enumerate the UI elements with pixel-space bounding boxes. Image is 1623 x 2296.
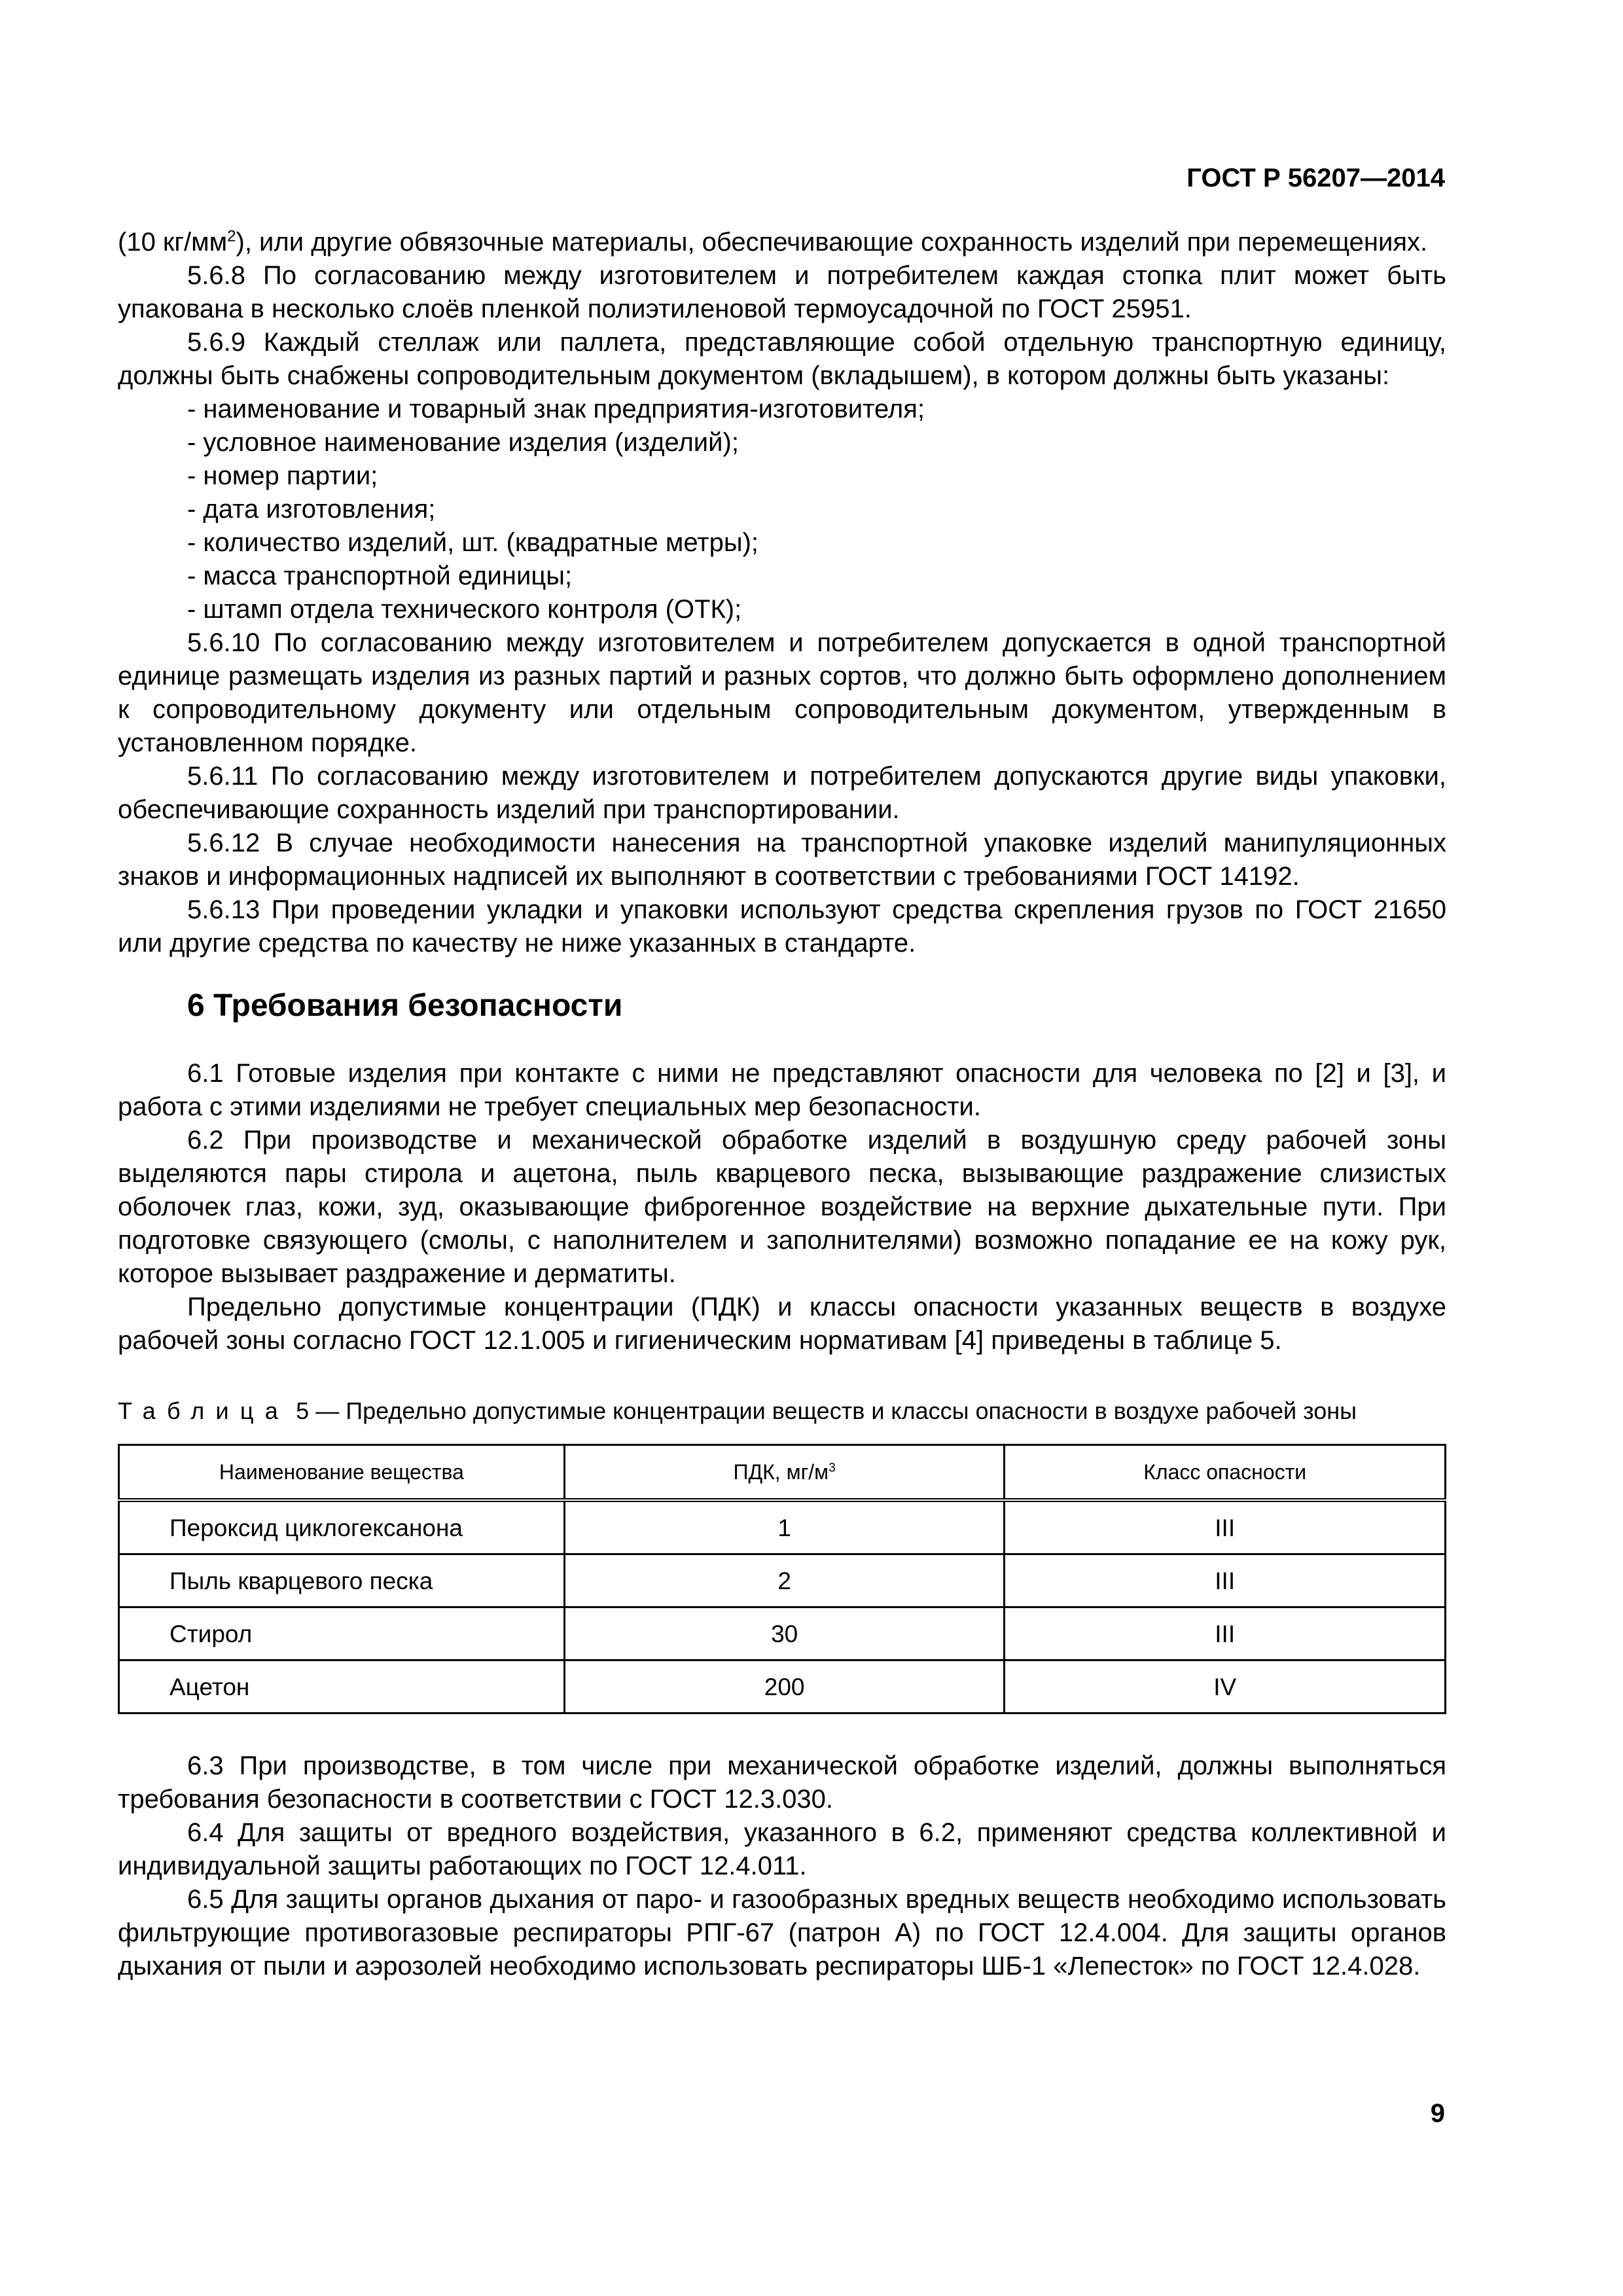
table-row [119, 1660, 1446, 1713]
paragraph-5-6-13: 5.6.13 При проведении укладки и упаковки используют средства скрепления грузов по ГОСТ 21650 или другие средства по качеству не ниже указанных в стандарте. [118, 895, 1446, 958]
list-item: - штамп отдела технического контроля (ОТК); [187, 595, 742, 624]
paragraph-6-1: 6.1 Готовые изделия при контакте с ними не представляют опасности для человека по [2] и [3], и работа с этими изделиями не требует специальных мер безопасности. [118, 1059, 1446, 1121]
table-caption [118, 1397, 1446, 1426]
cell-substance: Ацетон [119, 1660, 565, 1713]
list-item: - количество изделий, шт. (квадратные метры); [187, 528, 759, 557]
paragraph-5-6-8: 5.6.8 По согласованию между изготовителем и потребителем каждая стопка плит может быть упакована в несколько слоёв пленкой полиэтиленовой термоусадочной по ГОСТ 25951. [118, 261, 1446, 323]
table-row [119, 1500, 1446, 1554]
data-table [118, 1444, 1446, 1714]
list-item: - дата изготовления; [187, 495, 436, 524]
paragraph-6-3: 6.3 При производстве, в том числе при механической обработке изделий, должны выполняться требования безопасности в соответствии с ГОСТ 12.3.030. [118, 1751, 1446, 1814]
paragraph-5-6-10: 5.6.10 По согласованию между изготовителем и потребителем допускается в одной транспортной единице размещать изделия из разных партий и разных сортов, что должно быть оформлено дополнением к сопроводительному документу или отдельным сопроводительным документом, утвержденным в установленном порядке. [118, 628, 1446, 757]
list-item: - условное наименование изделия (изделий); [187, 428, 739, 457]
column-header-pdk [564, 1445, 1005, 1501]
paragraph-pdk: Предельно допустимые концентрации (ПДК) и классы опасности указанных веществ в воздухе рабочей зоны согласно ГОСТ 12.1.005 и гигиеническим нормативам [4] приведены в таблице 5. [118, 1293, 1446, 1355]
superscript: 2 [227, 227, 236, 245]
cell-class: III [1005, 1500, 1446, 1554]
list-item: - масса транспортной единицы; [187, 562, 573, 590]
cell-pdk: 200 [564, 1660, 1005, 1713]
column-header-class: Класс опасности [1005, 1445, 1446, 1501]
cell-class: III [1005, 1554, 1446, 1607]
cell-substance: Пыль кварцевого песка [119, 1554, 565, 1607]
cell-class: III [1005, 1607, 1446, 1660]
paragraph-6-2: 6.2 При производстве и механической обработке изделий в воздушную среду рабочей зоны выделяются пары стирола и ацетона, пыль кварцевого песка, вызывающие раздражение слизистых оболочек глаз, кожи, зуд, оказывающие фиброгенное воздействие на верхние дыхательные пути. При подготовке связующего (смолы, с наполнителем и заполнителями) возможно попадание ее на кожу рук, которое вызывает раздражение и дерматиты. [118, 1126, 1446, 1288]
table-row [119, 1607, 1446, 1660]
header-text: ПДК, мг/м [733, 1460, 829, 1484]
list-item: - наименование и товарный знак предприятия-изготовителя; [187, 395, 925, 423]
paragraph-5-6-11: 5.6.11 По согласованию между изготовителем и потребителем допускаются другие виды упаковки, обеспечивающие сохранность изделий при транспортировании. [118, 762, 1446, 824]
paragraph-continuation [118, 226, 1446, 259]
cell-pdk: 30 [564, 1607, 1005, 1660]
page-content [118, 226, 1446, 1983]
table-caption-text: — Предельно допустимые концентрации веществ и классы опасности в воздухе рабочей зоны [315, 1397, 1357, 1424]
section-heading: 6 Требования безопасности [187, 988, 623, 1023]
superscript: 3 [829, 1460, 836, 1475]
paragraph-6-4: 6.4 Для защиты от вредного воздействия, указанного в 6.2, применяют средства коллективной и индивидуальной защиты работающих по ГОСТ 12.4.011. [118, 1818, 1446, 1880]
text-fragment: ), или другие обвязочные материалы, обеспечивающие сохранность изделий при перемещениях. [236, 228, 1428, 257]
table-header-row [119, 1445, 1446, 1501]
text-fragment: (10 кг/мм [118, 228, 228, 257]
cell-class: IV [1005, 1660, 1446, 1713]
document-code: ГОСТ Р 56207—2014 [1186, 164, 1445, 192]
page-number: 9 [1430, 2099, 1445, 2128]
table-caption-word: Таблица [118, 1397, 290, 1424]
cell-pdk: 2 [564, 1554, 1005, 1607]
column-header-name: Наименование вещества [119, 1445, 565, 1501]
paragraph-5-6-12: 5.6.12 В случае необходимости нанесения на транспортной упаковке изделий манипуляционных знаков и информационных надписей их выполняют в соответствии с требованиями ГОСТ 14192. [118, 829, 1446, 891]
paragraph-6-5: 6.5 Для защиты органов дыхания от паро- и газообразных вредных веществ необходимо использовать фильтрующие противогазовые респираторы РПГ-67 (патрон А) по ГОСТ 12.4.004. Для защиты органов дыхания от пыли и аэрозолей необходимо использовать респираторы ШБ-1 «Лепесток» по ГОСТ 12.4.028. [118, 1885, 1446, 1981]
document-list [118, 393, 1446, 626]
table-row [119, 1554, 1446, 1607]
cell-substance: Пероксид циклогексанона [119, 1500, 565, 1554]
paragraph-5-6-9: 5.6.9 Каждый стеллаж или паллета, представляющие собой отдельную транспортную единицу, должны быть снабжены сопроводительным документом (вкладышем), в котором должны быть указаны: [118, 328, 1446, 390]
list-item: - номер партии; [187, 461, 378, 490]
table-caption-number: 5 [296, 1397, 310, 1424]
cell-pdk: 1 [564, 1500, 1005, 1554]
cell-substance: Стирол [119, 1607, 565, 1660]
